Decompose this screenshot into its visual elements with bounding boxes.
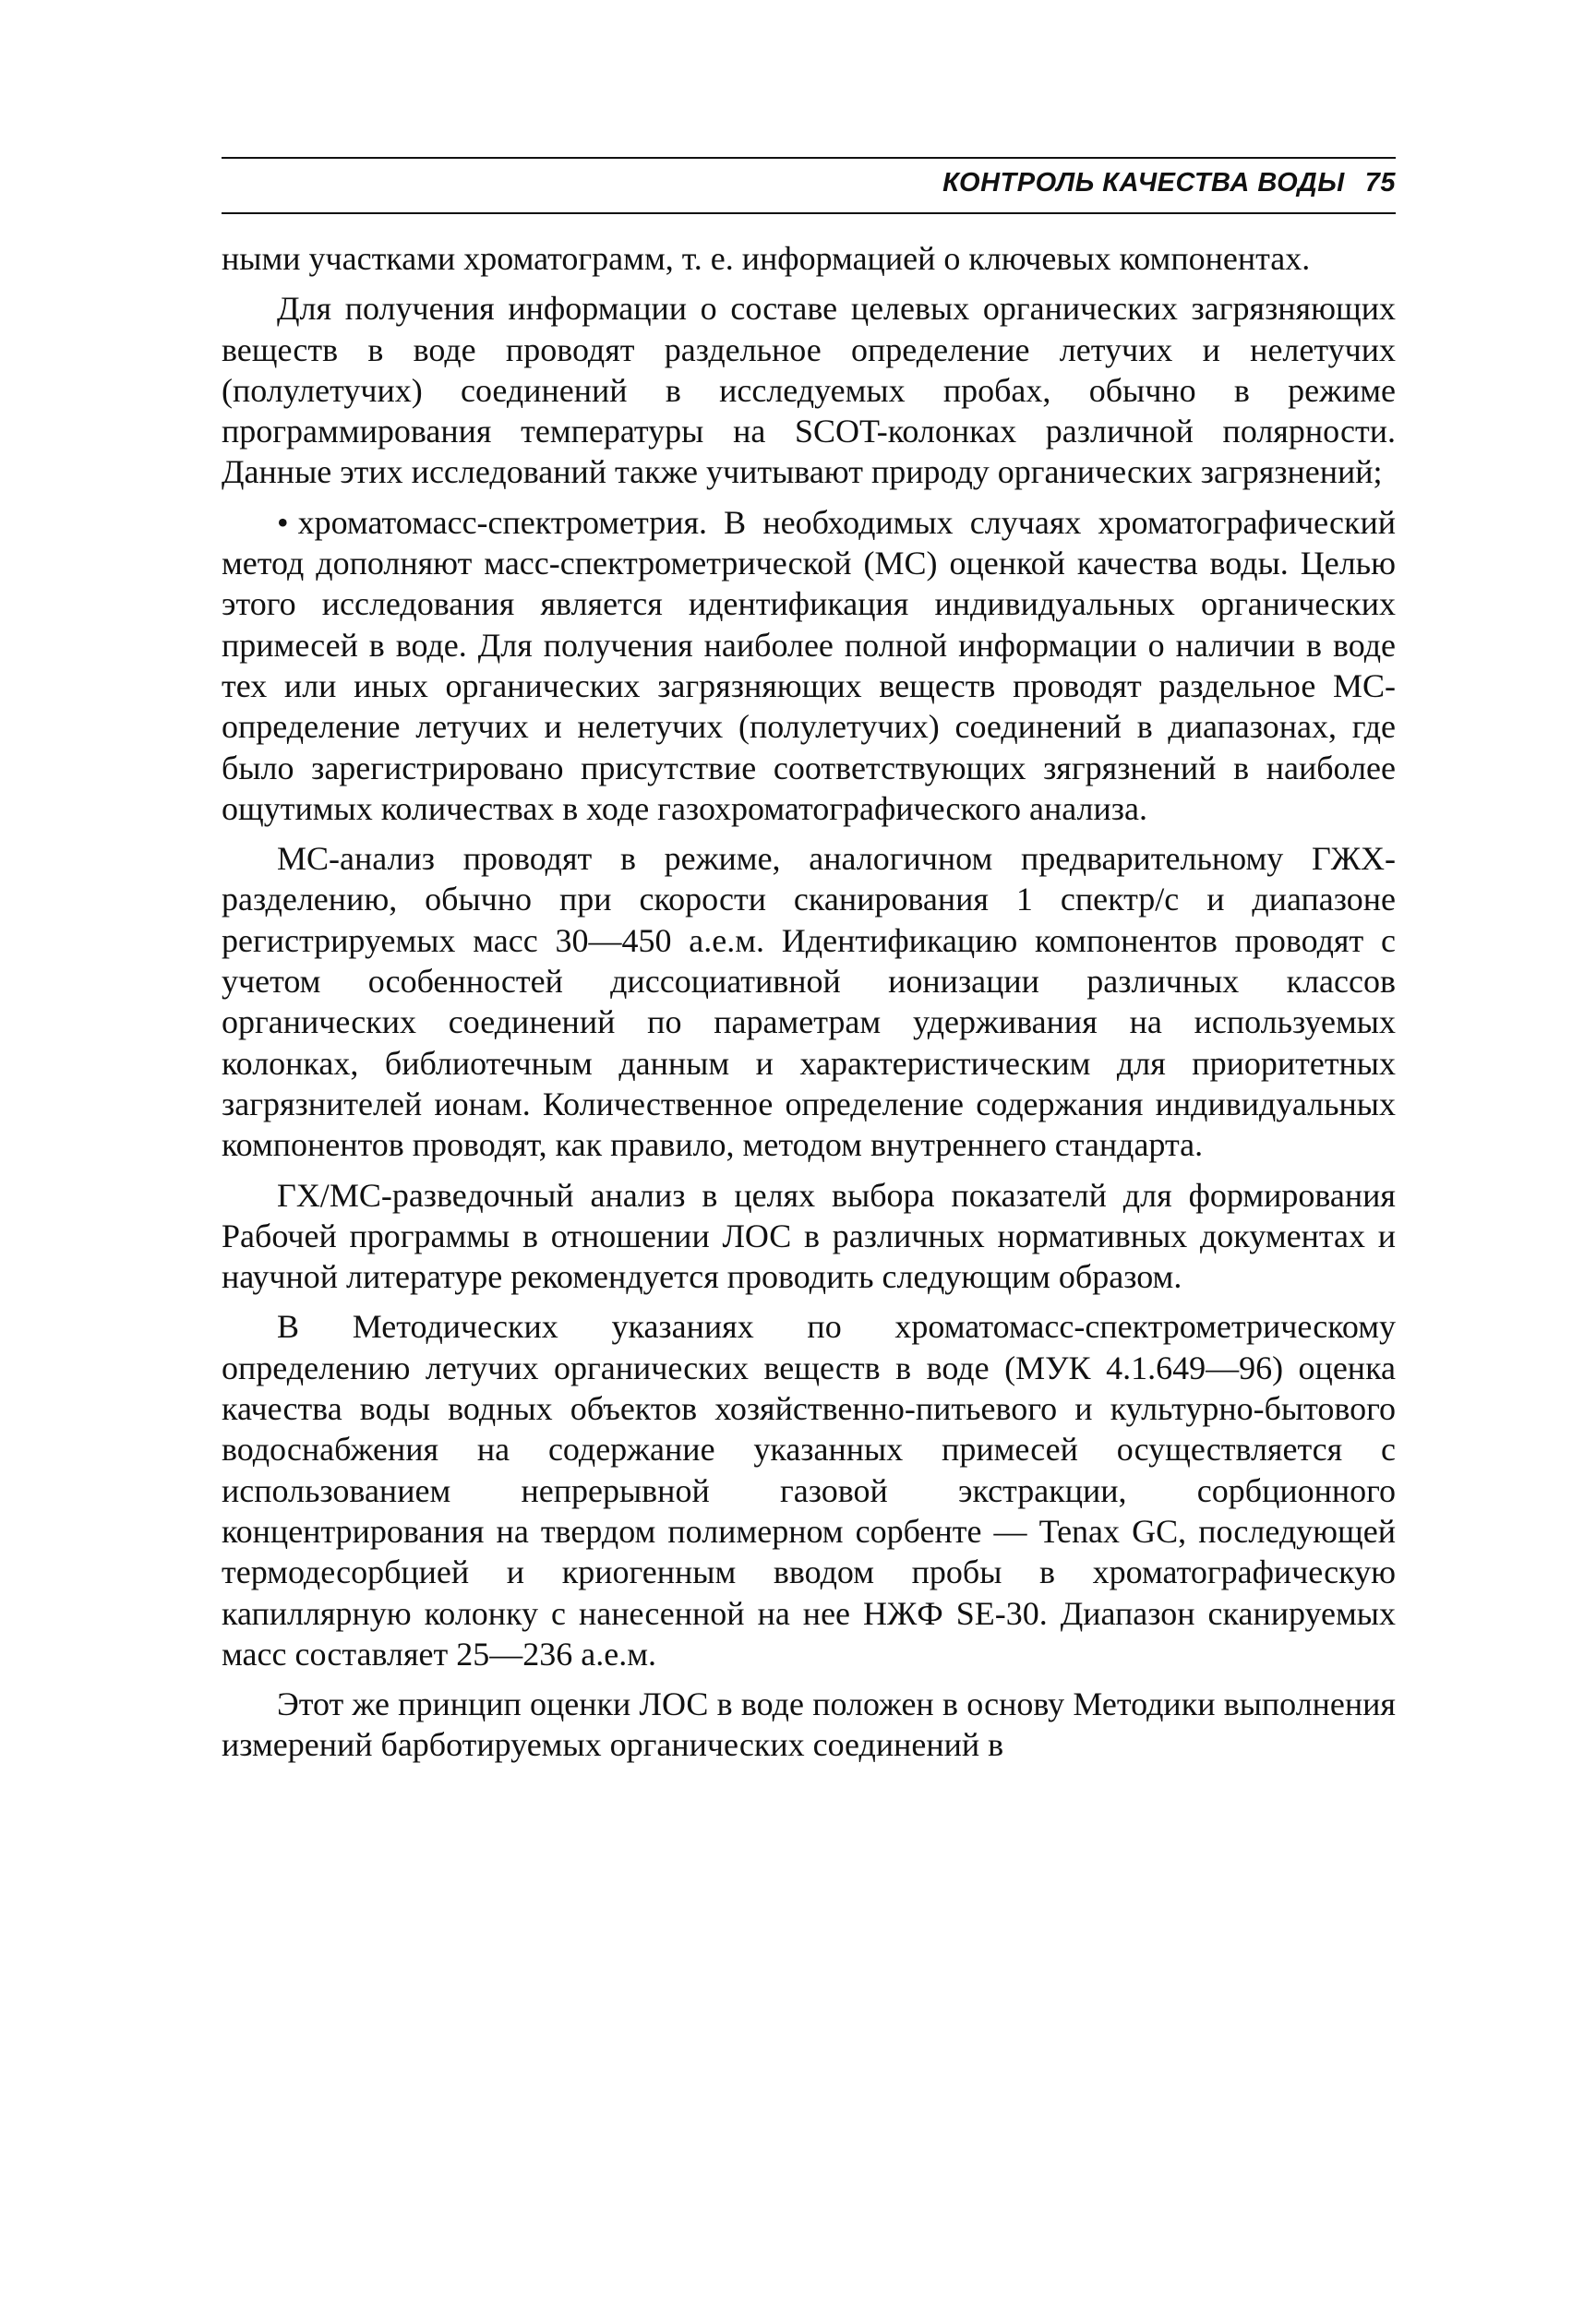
bullet-paragraph-text: хроматомасс-спектрометрия. В необходимых случаях хроматографический метод дополняют масс-спектрометрической (МС) оценкой качества воды. Целью этого исследования является идентификация индивидуальных органических примесей в воде. Для получения наиболее полной информации о наличии в воде тех или иных органических загрязняющих веществ проводят раздельное МС-определение летучих и нелетучих (полулетучих) соединений в диапазонах, где было зарегистрировано присутствие соответствующих зягрязнений в наиболее ощутимых количествах в ходе газохроматографического анализа. [222, 503, 1396, 827]
bullet-icon: • [277, 503, 289, 541]
body-text [222, 238, 1396, 1766]
page-number: 75 [1364, 168, 1396, 198]
paragraph-7: Этот же принцип оценки ЛОС в воде положен в основу Методики выполнения измерений барботируемых органических соединений в [222, 1685, 1396, 1764]
running-header [222, 157, 1396, 214]
paragraph-2: Для получения информации о составе целевых органических загрязняющих веществ в воде проводят раздельное определение летучих и нелетучих (полулетучих) соединений в исследуемых пробах, обычно в режиме программирования температуры на SCOT-колонках различной полярности. Данные этих исследований также учитывают природу органических загрязнений; [222, 290, 1396, 491]
document-page [222, 157, 1396, 1775]
paragraph-1: ными участками хроматограмм, т. е. информацией о ключевых компонентах. [222, 240, 1311, 277]
running-header-text [942, 168, 1396, 198]
paragraph-6: В Методических указаниях по хроматомасс-спектрометрическому определению летучих органических веществ в воде (МУК 4.1.649—96) оценка качества воды водных объектов хозяйственно-питьевого и культурно-бытового водоснабжения на содержание указанных примесей осуществляется с использованием непрерывной газовой экстракции, сорбционного концентрирования на твердом полимерном сорбенте — Tenax GC, последующей термодесорбцией и криогенным вводом пробы в хроматографическую капиллярную колонку с нанесенной на нее НЖФ SE-30. Диапазон сканируемых масс составляет 25—236 а.е.м. [222, 1308, 1396, 1673]
paragraph-4: МС-анализ проводят в режиме, аналогичном предварительному ГЖХ-разделению, обычно при скорости сканирования 1 спектр/с и диапазоне регистрируемых масс 30—450 а.е.м. Идентификацию компонентов проводят с учетом особенностей диссоциативной ионизации различных классов органических соединений по параметрам удерживания на используемых колонках, библиотечным данным и характеристическим для приоритетных загрязнителей ионам. Количественное определение содержания индивидуальных компонентов проводят, как правило, методом внутреннего стандарта. [222, 840, 1396, 1164]
bullet-paragraph [222, 502, 1396, 829]
paragraph-5: ГХ/МС-разведочный анализ в целях выбора показателй для формирования Рабочей программы в отношении ЛОС в различных нормативных документах и научной литературе рекомендуется проводить следующим образом. [222, 1176, 1396, 1296]
running-header-title: КОНТРОЛЬ КАЧЕСТВА ВОДЫ [942, 168, 1345, 198]
